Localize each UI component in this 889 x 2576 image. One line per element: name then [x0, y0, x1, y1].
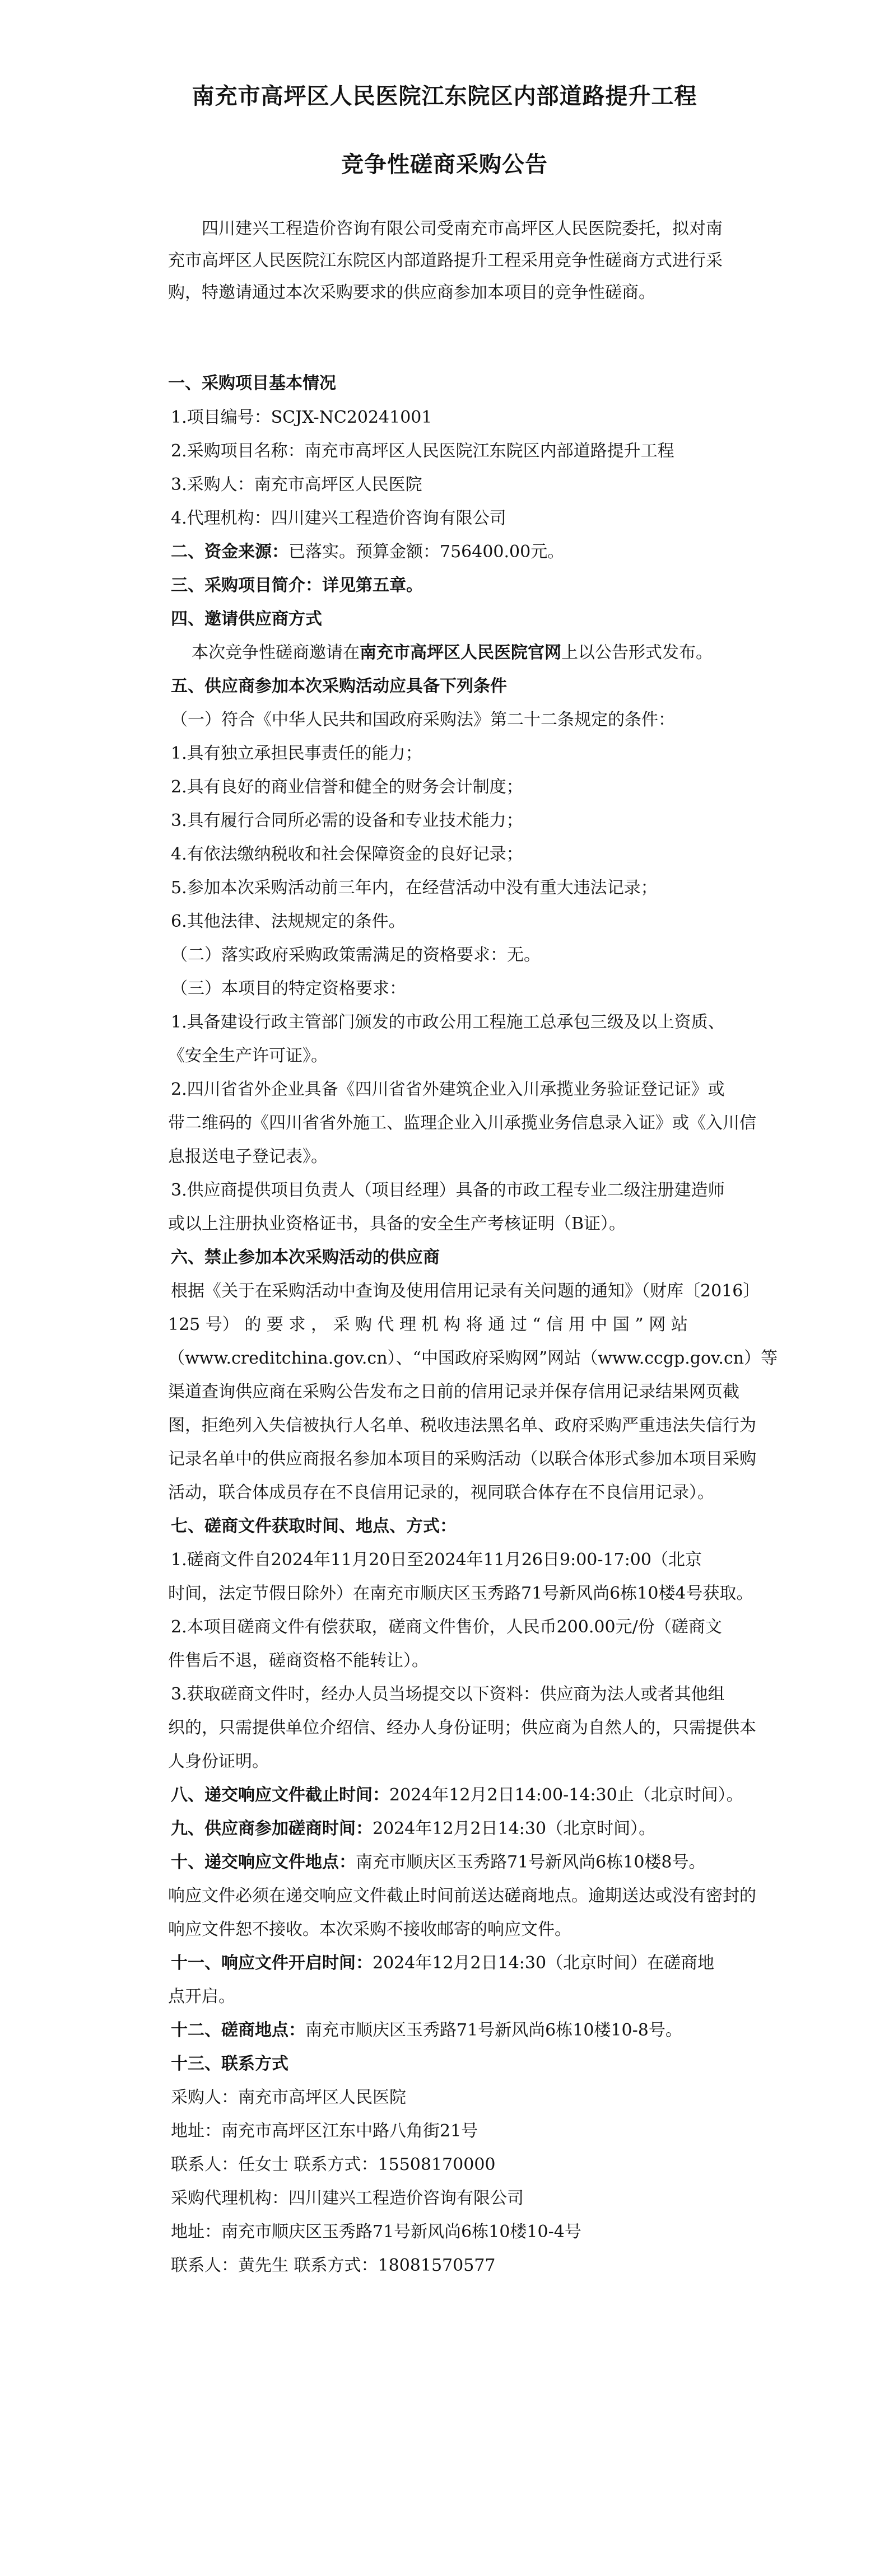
document-title-line2: 竞争性磋商采购公告: [341, 151, 548, 178]
buyer-address: 地址：南充市高坪区江东中路八角街21号: [171, 2121, 478, 2141]
section11-heading: 十一、响应文件开启时间：: [171, 1953, 373, 1973]
section2-text: 已落实。预算金额：756400.00元。: [288, 542, 565, 562]
section9-text: 2024年12月2日14:30（北京时间）。: [373, 1819, 656, 1838]
section7-p2-line2: 件售后不退，磋商资格不能转让）。: [168, 1651, 429, 1670]
section12-text: 南充市顺庆区玉秀路71号新风尚6栋10楼10-8号。: [305, 2020, 682, 2040]
section8-line: [171, 1784, 743, 1807]
buyer-contact: 联系人：任女士 联系方式：15508170000: [171, 2155, 496, 2174]
buyer-name: 采购人：南充市高坪区人民医院: [171, 2088, 406, 2107]
section4-text: [192, 642, 713, 664]
section10-text: 南充市顺庆区玉秀路71号新风尚6栋10楼8号。: [356, 1852, 706, 1872]
requirement-2-line1: 2.四川省省外企业具备《四川省省外建筑企业入川承揽业务验证登记证》或: [171, 1080, 725, 1099]
section12-heading: 十二、磋商地点：: [171, 2020, 305, 2040]
section4-heading: 四、邀请供应商方式: [171, 609, 322, 629]
section9-heading: 九、供应商参加磋商时间：: [171, 1819, 373, 1838]
condition-2: 2.具有良好的商业信誉和健全的财务会计制度；: [171, 777, 523, 797]
section2-heading: 二、资金来源：: [171, 542, 288, 562]
condition-4: 4.有依法缴纳税收和社会保障资金的良好记录；: [171, 844, 523, 864]
section7-p2-line1: 2.本项目磋商文件有偿获取，磋商文件售价，人民币200.00元/份（磋商文: [171, 1617, 722, 1637]
requirement-2-line2: 带二维码的《四川省省外施工、监理企业入川承揽业务信息录入证》或《入川信: [168, 1113, 756, 1133]
section2-line: [171, 541, 564, 563]
section7-p3-line2: 织的，只需提供单位介绍信、经办人身份证明；供应商为自然人的，只需提供本: [168, 1718, 756, 1738]
section6-line6: 记录名单中的供应商报名参加本项目的采购活动（以联合体形式参加本项目采购: [168, 1449, 756, 1469]
project-number: 1.项目编号：SCJX-NC20241001: [171, 408, 432, 427]
section9-line: [171, 1818, 655, 1840]
section6-line1: 根据《关于在采购活动中查询及使用信用记录有关问题的通知》（财库〔2016〕: [171, 1281, 760, 1301]
condition-6: 6.其他法律、法规规定的条件。: [171, 912, 406, 931]
section1-heading: 一、采购项目基本情况: [168, 374, 336, 393]
section6-line2: 125 号） 的 要 求 ， 采 购 代 理 机 构 将 通 过 “ 信 用 中 国 ” 网 站: [168, 1315, 688, 1334]
document-title-line1: 南充市高坪区人民医院江东院区内部道路提升工程: [192, 83, 697, 109]
section10-line3: 响应文件恕不接收。本次采购不接收邮寄的响应文件。: [168, 1920, 571, 1939]
section6-heading: 六、禁止参加本次采购活动的供应商: [171, 1248, 440, 1267]
project-name: 2.采购项目名称：南充市高坪区人民医院江东院区内部道路提升工程: [171, 441, 674, 461]
section7-p1-line2: 时间，法定节假日除外）在南充市顺庆区玉秀路71号新风尚6栋10楼4号获取。: [168, 1584, 753, 1603]
section12-line: [171, 2019, 682, 2042]
requirement-3-line2: 或以上注册执业资格证书，具备的安全生产考核证明（B证）。: [168, 1214, 626, 1234]
section7-p3-line1: 3.获取磋商文件时，经办人员当场提交以下资料：供应商为法人或者其他组: [171, 1684, 725, 1704]
requirement-1-line2: 《安全生产许可证》。: [168, 1046, 328, 1066]
requirement-1-line1: 1.具备建设行政主管部门颁发的市政公用工程施工总承包三级及以上资质、: [171, 1012, 725, 1032]
section4-text-post: 上以公告形式发布。: [561, 643, 713, 662]
section11-line: [171, 1952, 714, 1975]
section5-sub3: （三）本项目的特定资格要求：: [171, 979, 406, 998]
requirement-3-line1: 3.供应商提供项目负责人（项目经理）具备的市政工程专业二级注册建造师: [171, 1180, 725, 1200]
section5-heading: 五、供应商参加本次采购活动应具备下列条件: [171, 676, 507, 696]
section6-line4: 渠道查询供应商在采购公告发布之日前的信用记录并保存信用记录结果网页截: [168, 1382, 739, 1402]
section6-line5: 图，拒绝列入失信被执行人名单、税收违法黑名单、政府采购严重违法失信行为: [168, 1416, 756, 1435]
section4-text-pre: 本次竞争性磋商邀请在: [192, 643, 360, 662]
agency: 4.代理机构：四川建兴工程造价咨询有限公司: [171, 508, 506, 528]
section6-line7: 活动，联合体成员存在不良信用记录的，视同联合体存在不良信用记录）。: [168, 1483, 714, 1502]
section7-heading: 七、磋商文件获取时间、地点、方式：: [171, 1516, 457, 1536]
section8-text: 2024年12月2日14:00-14:30止（北京时间）。: [389, 1785, 743, 1805]
agent-address: 地址：南充市顺庆区玉秀路71号新风尚6栋10楼10-4号: [171, 2222, 581, 2242]
condition-3: 3.具有履行合同所必需的设备和专业技术能力；: [171, 811, 523, 830]
purchaser: 3.采购人：南充市高坪区人民医院: [171, 475, 422, 494]
section10-line: [171, 1851, 706, 1874]
section11-text: 2024年12月2日14:30（北京时间）在磋商地: [373, 1953, 715, 1973]
section5-sub1: （一）符合《中华人民共和国政府采购法》第二十二条规定的条件：: [171, 710, 675, 730]
condition-5: 5.参加本次采购活动前三年内，在经营活动中没有重大违法记录；: [171, 878, 658, 898]
section11-line2: 点开启。: [168, 1987, 235, 2006]
section10-line2: 响应文件必须在递交响应文件截止时间前送达磋商地点。逾期送达或没有密封的: [168, 1886, 756, 1906]
section7-p1-line1: 1.磋商文件自2024年11月20日至2024年11月26日9:00-17:00（北京: [171, 1550, 702, 1570]
requirement-2-line3: 息报送电子登记表》。: [168, 1147, 328, 1166]
section6-line3: （www.creditchina.gov.cn）、“中国政府采购网”网站（www.ccgp.gov.cn）等: [168, 1348, 778, 1368]
agent-name: 采购代理机构：四川建兴工程造价咨询有限公司: [171, 2188, 524, 2208]
section10-heading: 十、递交响应文件地点：: [171, 1852, 356, 1872]
condition-1: 1.具有独立承担民事责任的能力；: [171, 744, 422, 763]
intro-paragraph: 四川建兴工程造价咨询有限公司受南充市高坪区人民医院委托，拟对南充市高坪区人民医院江东院区内部道路提升工程采用竞争性磋商方式进行采购，特邀请通过本次采购要求的供应商参加本项目的竞争性磋商。: [168, 219, 723, 302]
section5-sub2: （二）落实政府采购政策需满足的资格要求：无。: [171, 945, 541, 965]
section4-text-bold: 南充市高坪区人民医院官网: [360, 643, 561, 662]
section13-heading: 十三、联系方式: [171, 2054, 288, 2074]
section7-p3-line3: 人身份证明。: [168, 1752, 269, 1771]
agent-contact: 联系人：黄先生 联系方式：18081570577: [171, 2256, 496, 2275]
section8-heading: 八、递交响应文件截止时间：: [171, 1785, 389, 1805]
section3-heading: 三、采购项目简介：详见第五章。: [171, 576, 423, 595]
